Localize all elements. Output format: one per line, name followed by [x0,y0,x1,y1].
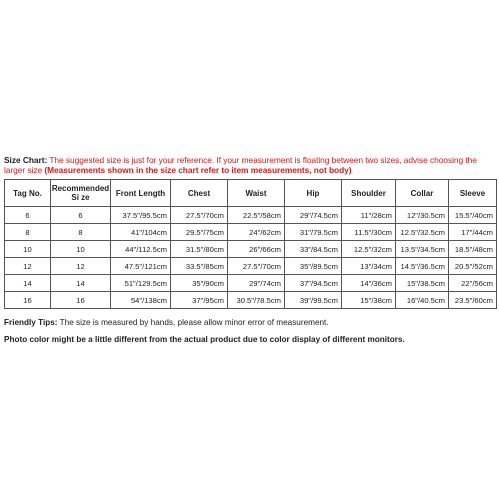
cell-front-length: 51"/129.5cm [111,275,171,292]
cell-chest: 29.5"/75cm [171,224,228,241]
table-row [5,241,497,258]
table-row [5,258,497,275]
cell-hip: 35"/89.5cm [285,258,342,275]
header-waist: Waist [228,180,285,207]
friendly-tips [4,318,496,328]
cell-tag-no: 8 [5,224,51,241]
size-chart-measurement-note: (Measurements shown in the size chart refer to item measurements, not body) [42,165,352,175]
cell-chest: 37"/95cm [171,292,228,309]
cell-recommended-size: 12 [51,258,111,275]
header-tag-no: Tag No. [5,180,51,207]
cell-chest: 31.5"/80cm [171,241,228,258]
cell-shoulder: 14"/36cm [342,275,396,292]
cell-tag-no: 6 [5,207,51,224]
header-sleeve: Sleeve [449,180,497,207]
cell-chest: 27.5"/70cm [171,207,228,224]
header-hip: Hip [285,180,342,207]
cell-hip: 29"/74.5cm [285,207,342,224]
cell-front-length: 54"/138cm [111,292,171,309]
cell-sleeve: 20.5"/52cm [449,258,497,275]
cell-front-length: 44"/112.5cm [111,241,171,258]
cell-collar: 13.5"/34.5cm [396,241,449,258]
cell-collar: 14.5"/36.5cm [396,258,449,275]
cell-hip: 33"/84.5cm [285,241,342,258]
cell-shoulder: 11"/28cm [342,207,396,224]
cell-sleeve: 17"/44cm [449,224,497,241]
cell-front-length: 41"/104cm [111,224,171,241]
table-row [5,224,497,241]
cell-waist: 22.5"/58cm [228,207,285,224]
cell-sleeve: 18.5"/48cm [449,241,497,258]
cell-tag-no: 12 [5,258,51,275]
header-chest: Chest [171,180,228,207]
cell-sleeve: 23.5"/60cm [449,292,497,309]
cell-waist: 24"/62cm [228,224,285,241]
cell-tag-no: 16 [5,292,51,309]
cell-hip: 37"/94.5cm [285,275,342,292]
cell-tag-no: 14 [5,275,51,292]
cell-shoulder: 11.5"/30cm [342,224,396,241]
cell-collar: 12"/30.5cm [396,207,449,224]
table-row [5,207,497,224]
cell-waist: 30.5"/78.5cm [228,292,285,309]
photo-color-note: Photo color might be a little different from the actual product due to color display of different monitors. [4,335,405,344]
cell-shoulder: 15"/38cm [342,292,396,309]
cell-shoulder: 12.5"/32cm [342,241,396,258]
header-recommended-size: Recommended Si ze [51,180,111,207]
cell-front-length: 47.5"/121cm [111,258,171,275]
header-shoulder: Shoulder [342,180,396,207]
table-row [5,292,497,309]
cell-recommended-size: 16 [51,292,111,309]
cell-hip: 39"/99.5cm [285,292,342,309]
cell-waist: 27.5"/70cm [228,258,285,275]
cell-waist: 26"/66cm [228,241,285,258]
cell-recommended-size: 6 [51,207,111,224]
cell-recommended-size: 14 [51,275,111,292]
cell-sleeve: 15.5"/40cm [449,207,497,224]
cell-shoulder: 13"/34cm [342,258,396,275]
header-collar: Collar [396,180,449,207]
cell-recommended-size: 8 [51,224,111,241]
size-table [4,179,497,309]
cell-hip: 31"/79.5cm [285,224,342,241]
cell-tag-no: 10 [5,241,51,258]
size-chart-label: Size Chart: [4,155,48,165]
cell-sleeve: 22"/56cm [449,275,497,292]
friendly-tips-label: Friendly Tips: [4,318,58,327]
cell-collar: 16"/40.5cm [396,292,449,309]
friendly-tips-text: The size is measured by hands, please allow minor error of measurement. [57,318,329,327]
table-row [5,275,497,292]
cell-recommended-size: 10 [51,241,111,258]
header-front-length: Front Length [111,180,171,207]
cell-waist: 29"/74cm [228,275,285,292]
table-header-row [5,180,497,207]
cell-chest: 35"/90cm [171,275,228,292]
size-chart-section [4,155,496,344]
cell-collar: 12.5"/32.5cm [396,224,449,241]
cell-chest: 33.5"/85cm [171,258,228,275]
size-chart-intro [4,155,496,175]
size-chart-note: The suggested size is just for your reference. If your measurement is floating between two sizes, advise choosing the larger size [4,155,477,175]
cell-front-length: 37.5"/95.5cm [111,207,171,224]
cell-collar: 15"/38.5cm [396,275,449,292]
